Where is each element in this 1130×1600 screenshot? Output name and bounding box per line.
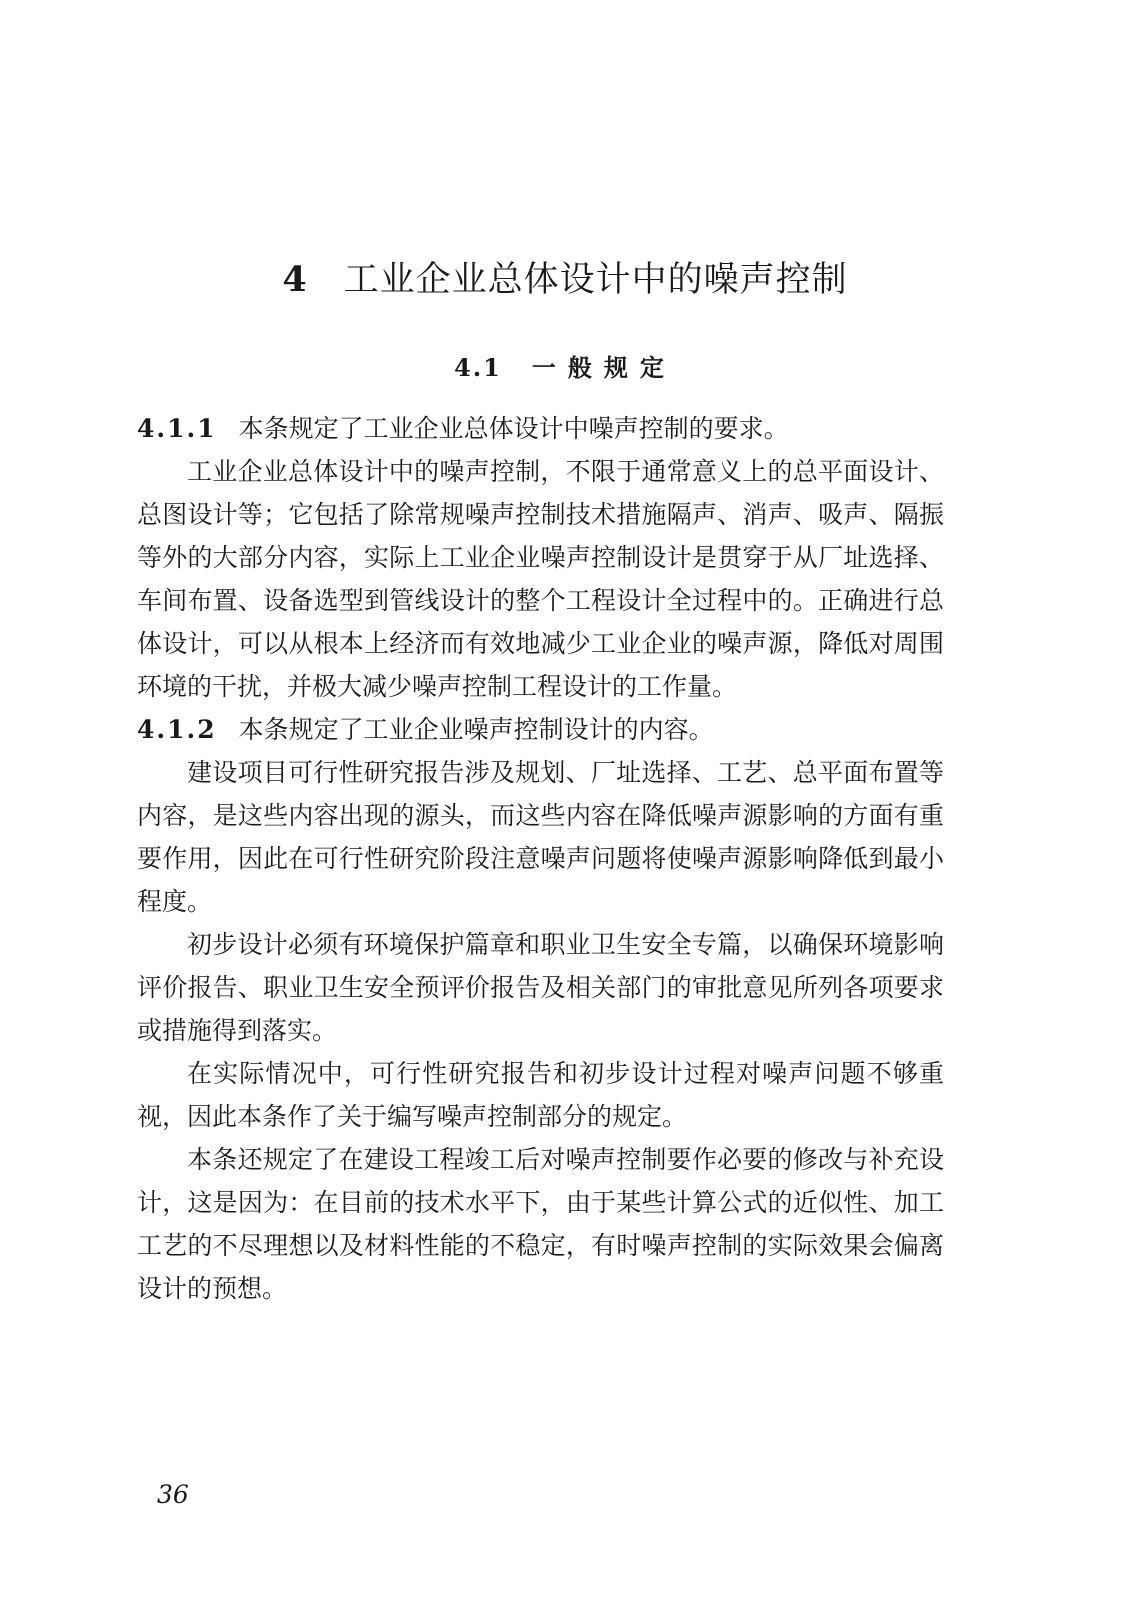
section-number: 4.1 [454, 353, 502, 382]
body-text [137, 407, 944, 1310]
clause-text: 本条规定了工业企业噪声控制设计的内容。 [238, 715, 714, 744]
page-number: 36 [157, 1480, 189, 1509]
section-title-text: 一般规定 [531, 353, 676, 382]
clause-number: 4.1.2 [137, 715, 217, 744]
chapter-title-text: 工业企业总体设计中的噪声控制 [343, 260, 848, 300]
clause-4-1-2-heading [137, 708, 944, 751]
chapter-number: 4 [282, 259, 308, 300]
section-title [0, 351, 1130, 385]
paragraph: 工业企业总体设计中的噪声控制，不限于通常意义上的总平面设计、总图设计等；它包括了除常规噪声控制技术措施隔声、消声、吸声、隔振等外的大部分内容，实际上工业企业噪声控制设计是贯穿于从厂址选择、车间布置、设备选型到管线设计的整个工程设计全过程中的。正确进行总体设计，可以从根本上经济而有效地减少工业企业的噪声源，降低对周围环境的干扰，并极大减少噪声控制工程设计的工作量。 [137, 457, 944, 701]
paragraph: 建设项目可行性研究报告涉及规划、厂址选择、工艺、总平面布置等内容，是这些内容出现的源头，而这些内容在降低噪声源影响的方面有重要作用，因此在可行性研究阶段注意噪声问题将使噪声源影响降低到最小程度。 [137, 758, 944, 916]
clause-text: 本条规定了工业企业总体设计中噪声控制的要求。 [238, 414, 789, 443]
paragraph: 本条还规定了在建设工程竣工后对噪声控制要作必要的修改与补充设计，这是因为：在目前的技术水平下，由于某些计算公式的近似性、加工工艺的不尽理想以及材料性能的不稳定，有时噪声控制的实际效果会偏离设计的预想。 [137, 1145, 944, 1303]
chapter-title [0, 258, 1130, 302]
paragraph: 初步设计必须有环境保护篇章和职业卫生安全专篇，以确保环境影响评价报告、职业卫生安全预评价报告及相关部门的审批意见所列各项要求或措施得到落实。 [137, 930, 944, 1045]
clause-number: 4.1.1 [137, 414, 217, 443]
clause-4-1-1-heading [137, 407, 944, 450]
paragraph: 在实际情况中，可行性研究报告和初步设计过程对噪声问题不够重视，因此本条作了关于编写噪声控制部分的规定。 [137, 1059, 944, 1131]
